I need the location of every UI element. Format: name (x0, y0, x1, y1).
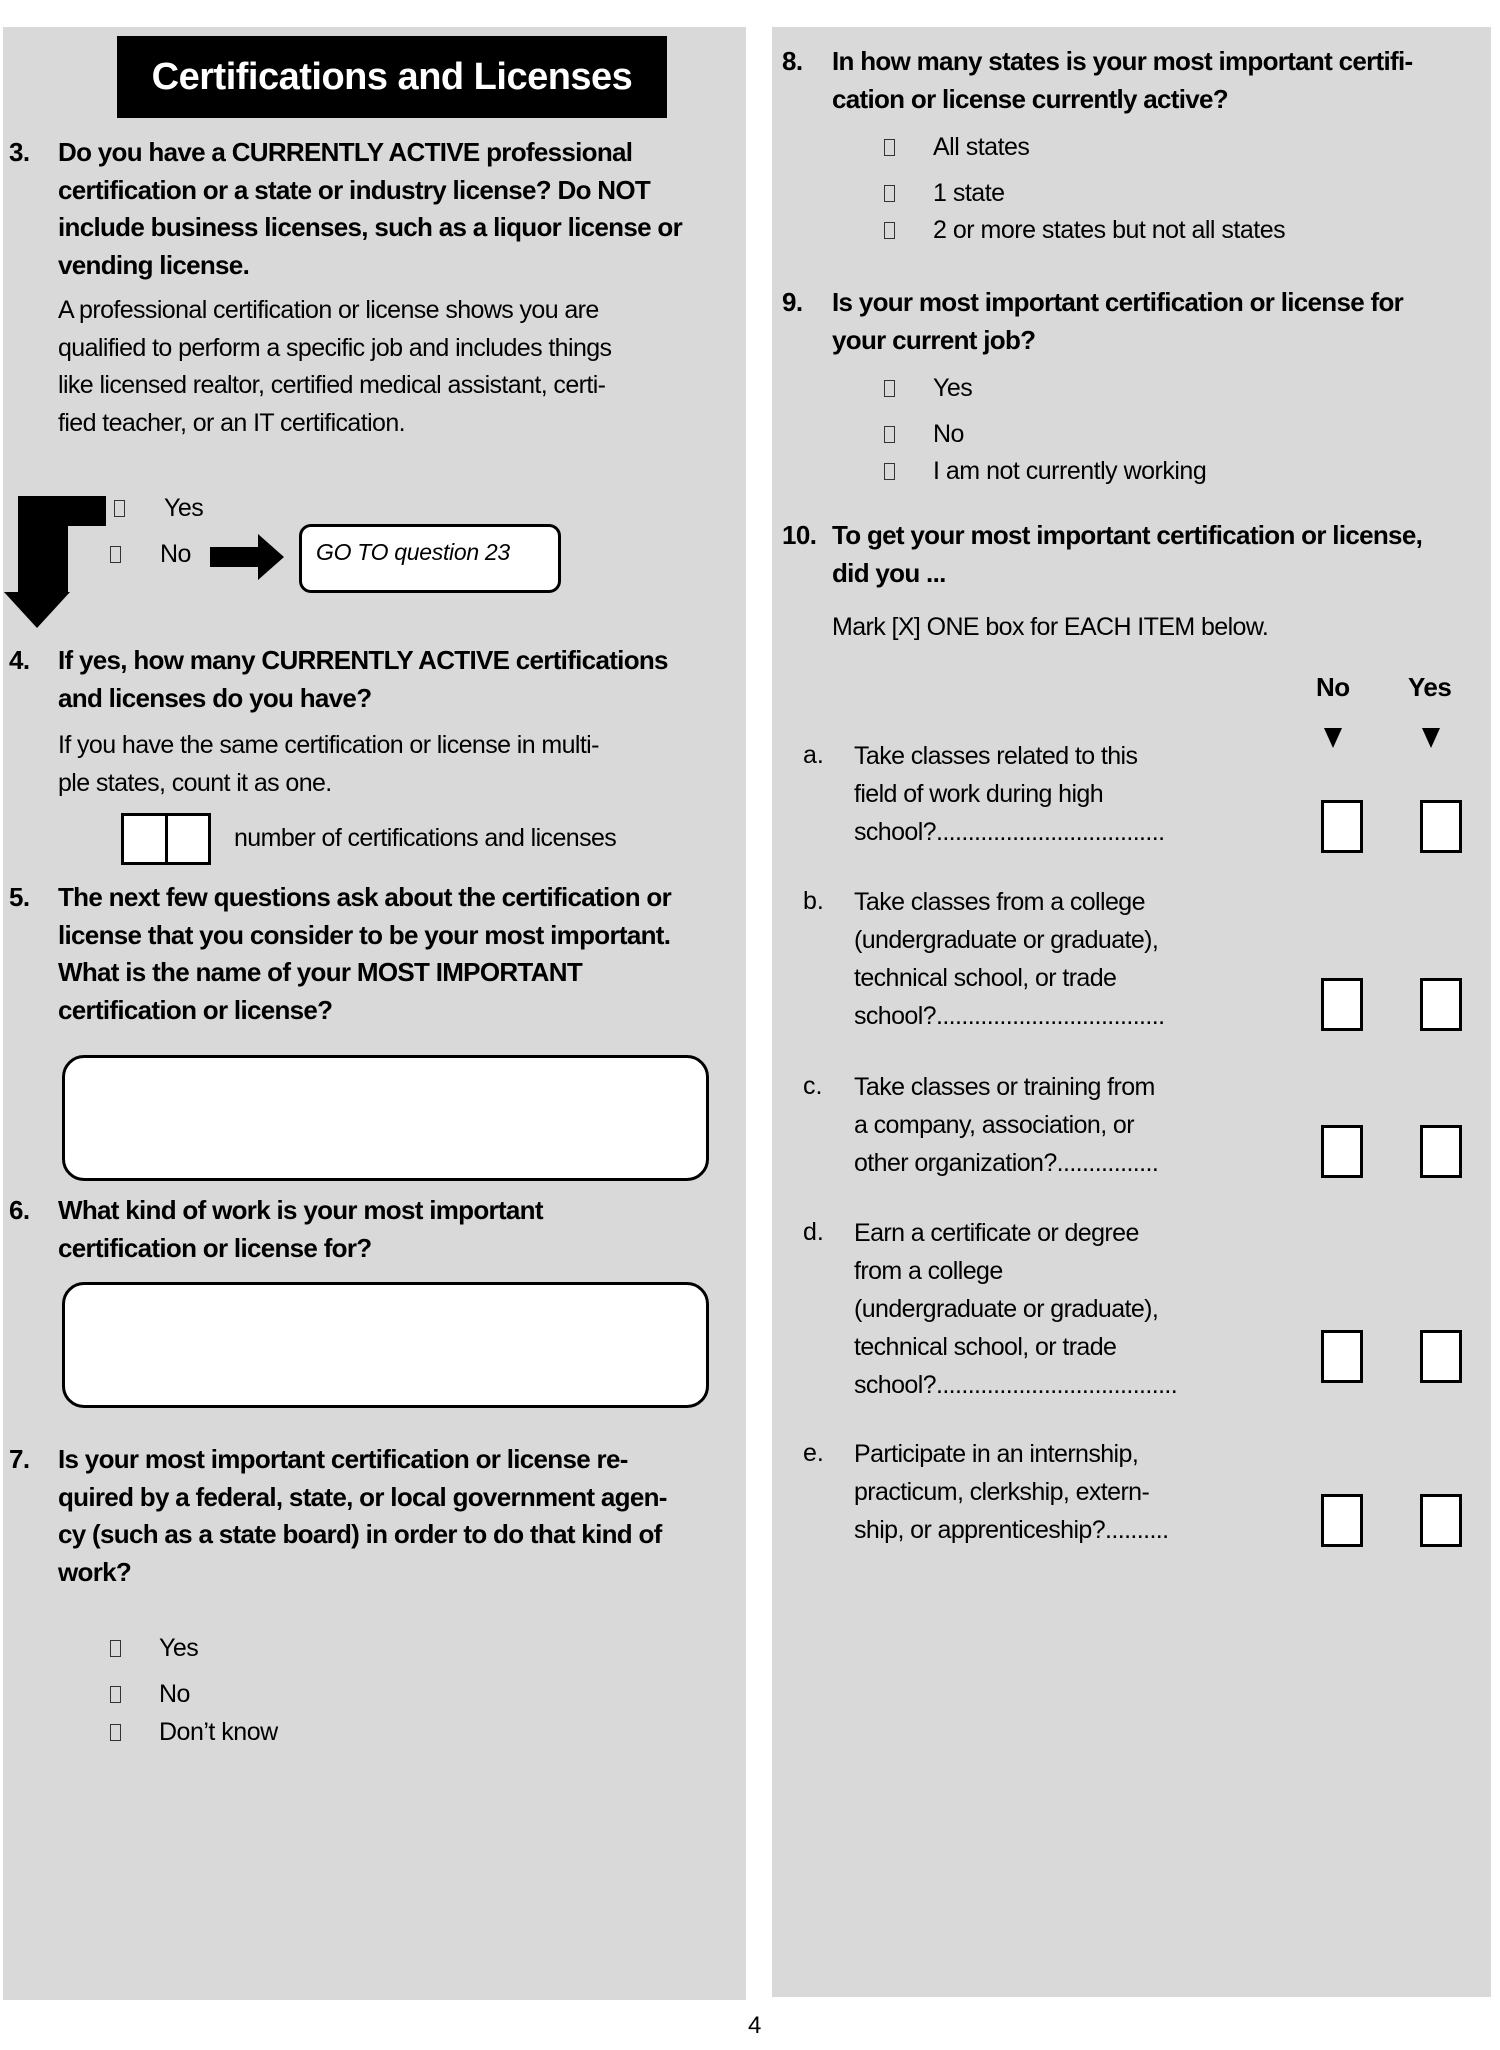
item-line: other organization?................ (854, 1149, 1159, 1177)
question-8-line: cation or license currently active? (832, 83, 1228, 114)
item-c-yes-checkbox[interactable] (1420, 1125, 1462, 1178)
item-b-no-checkbox[interactable] (1321, 978, 1363, 1031)
option-label: No (159, 1679, 190, 1708)
item-d-yes-checkbox[interactable] (1420, 1330, 1462, 1383)
item-line: from a college (854, 1257, 1003, 1285)
checkbox[interactable] (110, 546, 121, 563)
question-4-text (58, 642, 738, 717)
question-4-note-line: ple states, count it as one. (58, 768, 332, 797)
question-5-line: license that you consider to be your most important. (58, 919, 671, 950)
item-line: Earn a certificate or degree (854, 1219, 1139, 1247)
checkbox[interactable] (884, 139, 895, 156)
item-e-text (854, 1435, 1274, 1549)
item-b-letter: b. (803, 887, 824, 915)
skip-arrow-down-icon (0, 490, 120, 635)
digit-box-2[interactable] (165, 816, 209, 862)
kind-of-work-input[interactable] (62, 1282, 709, 1408)
item-line: school?.................................... (854, 818, 1165, 846)
checkbox[interactable] (884, 380, 895, 397)
question-7-line: Is your most important certification or license re- (58, 1444, 628, 1474)
question-6-line: certification or license for? (58, 1232, 372, 1263)
question-6-text (58, 1192, 738, 1267)
checkbox[interactable] (884, 185, 895, 202)
item-a-text (854, 737, 1274, 851)
certification-count-label: number of certifications and licenses (234, 824, 617, 852)
question-10-number: 10. (782, 520, 817, 550)
item-c-text (854, 1068, 1274, 1182)
question-3-note-line: like licensed realtor, certified medical assistant, certi- (58, 371, 606, 399)
question-3-note-line: A professional certification or license shows you are (58, 296, 599, 324)
question-4-note-line: If you have the same certification or license in multi- (58, 731, 599, 759)
item-line: Take classes or training from (854, 1073, 1155, 1101)
question-8-line: In how many states is your most important certifi- (832, 46, 1413, 76)
page-number: 4 (748, 2012, 762, 2039)
section-header (117, 36, 667, 118)
down-triangle-icon (1324, 728, 1342, 748)
item-line: technical school, or trade (854, 964, 1117, 992)
question-5-line: certification or license? (58, 994, 333, 1025)
question-7-line: cy (such as a state board) in order to do that kind of (58, 1519, 662, 1549)
checkbox[interactable] (884, 222, 895, 239)
item-line: (undergraduate or graduate), (854, 926, 1159, 954)
item-a-no-checkbox[interactable] (1321, 800, 1363, 853)
checkbox[interactable] (114, 500, 125, 517)
question-9-line: Is your most important certification or license for (832, 287, 1404, 317)
item-line: school?...................................... (854, 1371, 1178, 1399)
question-3-number: 3. (9, 137, 30, 167)
question-7-line: work? (58, 1556, 132, 1587)
question-4-note (58, 727, 748, 802)
item-line: Take classes from a college (854, 888, 1145, 916)
item-d-text (854, 1214, 1274, 1404)
question-3-option-yes[interactable] (114, 493, 204, 523)
question-9-option-not-working[interactable] (884, 456, 1207, 486)
question-3-line: certification or a state or industry license? Do NOT (58, 174, 651, 205)
question-9-option-no[interactable] (884, 419, 964, 449)
item-a-letter: a. (803, 741, 824, 769)
item-d-letter: d. (803, 1218, 824, 1246)
question-8-option-1-state[interactable] (884, 178, 1005, 208)
checkbox[interactable] (110, 1640, 121, 1657)
question-3-note-line: qualified to perform a specific job and includes things (58, 333, 612, 362)
question-10-text (832, 517, 1492, 592)
checkbox[interactable] (884, 426, 895, 443)
question-3-option-no[interactable] (110, 539, 191, 569)
option-label: I am not currently working (933, 456, 1207, 485)
column-header-no: No (1316, 672, 1350, 702)
item-c-no-checkbox[interactable] (1321, 1125, 1363, 1178)
question-7-option-dont-know[interactable] (110, 1717, 278, 1747)
arrow-right-icon (208, 532, 288, 582)
item-line: field of work during high (854, 780, 1104, 808)
item-e-letter: e. (803, 1439, 824, 1467)
question-7-text (58, 1441, 748, 1591)
digit-box-1[interactable] (124, 816, 165, 862)
question-3-text (58, 134, 738, 284)
question-6-number: 6. (9, 1195, 30, 1225)
question-5-line: The next few questions ask about the certification or (58, 882, 672, 912)
item-e-no-checkbox[interactable] (1321, 1494, 1363, 1547)
item-line: practicum, clerkship, extern- (854, 1478, 1150, 1506)
skip-instruction-box (299, 524, 561, 593)
question-7-line: quired by a federal, state, or local government agen- (58, 1481, 667, 1512)
question-8-option-all-states[interactable] (884, 132, 1030, 162)
question-6-line: What kind of work is your most important (58, 1195, 543, 1225)
checkbox[interactable] (110, 1686, 121, 1703)
item-line: Take classes related to this (854, 742, 1138, 770)
question-7-option-no[interactable] (110, 1679, 190, 1709)
question-8-number: 8. (782, 46, 803, 76)
question-9-number: 9. (782, 287, 803, 317)
option-label: Yes (933, 373, 973, 402)
certification-name-input[interactable] (62, 1055, 709, 1181)
question-5-text (58, 879, 748, 1029)
option-label: 2 or more states but not all states (933, 215, 1286, 244)
item-e-yes-checkbox[interactable] (1420, 1494, 1462, 1547)
question-10-line: To get your most important certification or license, (832, 520, 1423, 550)
option-label: Yes (164, 493, 204, 522)
question-4-line: and licenses do you have? (58, 682, 372, 713)
question-5-line: What is the name of your MOST IMPORTANT (58, 957, 583, 987)
down-triangle-icon (1422, 728, 1440, 748)
question-3-note-line: fied teacher, or an IT certification. (58, 408, 405, 437)
option-label: No (933, 419, 964, 448)
item-line: Participate in an internship, (854, 1440, 1139, 1468)
checkbox[interactable] (884, 463, 895, 480)
question-3-line: Do you have a CURRENTLY ACTIVE professional (58, 137, 633, 167)
column-header-yes: Yes (1408, 672, 1452, 702)
question-3-line: include business licenses, such as a liquor license or (58, 212, 683, 242)
question-9-option-yes[interactable] (884, 373, 973, 403)
option-label: No (160, 539, 191, 568)
item-d-no-checkbox[interactable] (1321, 1330, 1363, 1383)
question-5-number: 5. (9, 882, 30, 912)
option-label: 1 state (933, 178, 1005, 207)
question-3-line: vending license. (58, 249, 250, 280)
question-4-number: 4. (9, 645, 30, 675)
item-line: school?.................................... (854, 1002, 1165, 1030)
item-line: (undergraduate or graduate), (854, 1295, 1159, 1323)
question-8-text (832, 43, 1487, 118)
question-7-number: 7. (9, 1444, 30, 1474)
question-3-note (58, 292, 748, 442)
question-9-text (832, 284, 1487, 359)
option-label: Don’t know (159, 1717, 278, 1746)
item-line: a company, association, or (854, 1111, 1134, 1139)
certification-count-input[interactable] (121, 813, 211, 865)
question-4-line: If yes, how many CURRENTLY ACTIVE certifications (58, 645, 668, 675)
checkbox[interactable] (110, 1724, 121, 1741)
item-a-yes-checkbox[interactable] (1420, 800, 1462, 853)
option-label: All states (933, 132, 1030, 161)
item-line: technical school, or trade (854, 1333, 1117, 1361)
item-c-letter: c. (803, 1072, 823, 1100)
question-7-option-yes[interactable] (110, 1633, 199, 1663)
option-label: Yes (159, 1633, 199, 1662)
item-b-text (854, 883, 1274, 1035)
question-10-instruction: Mark [X] ONE box for EACH ITEM below. (832, 613, 1269, 641)
question-8-option-2-or-more[interactable] (884, 215, 1286, 245)
skip-instruction-text: GO TO question 23 (316, 539, 510, 565)
section-title: Certifications and Licenses (151, 55, 633, 98)
question-9-line: your current job? (832, 324, 1036, 355)
item-line: ship, or apprenticeship?.......... (854, 1516, 1169, 1544)
question-10-line: did you ... (832, 557, 946, 588)
item-b-yes-checkbox[interactable] (1420, 978, 1462, 1031)
